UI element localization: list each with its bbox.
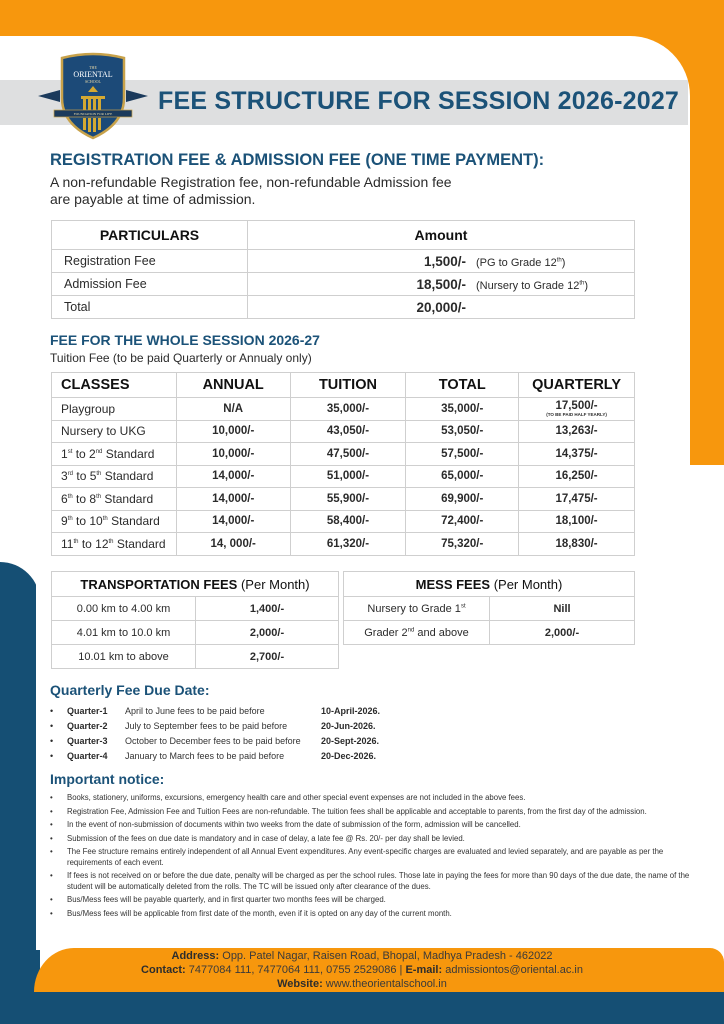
column-header-tuition: TUITION	[290, 373, 406, 398]
grade-sup: nd	[407, 626, 415, 633]
quarterly-note: (TO BE PAID HALF YEARLY)	[546, 412, 607, 418]
table-row-total	[52, 296, 635, 319]
particular-cell: Admission Fee	[52, 273, 248, 296]
table-header-row	[52, 572, 339, 597]
page-title: FEE STRUCTURE FOR SESSION 2026-2027	[158, 87, 680, 115]
navy-bottom-band	[0, 990, 724, 1024]
session-fee-subheading: Tuition Fee (to be paid Quarterly or Annualy only)	[50, 351, 312, 365]
email-link[interactable]: admissiontos@oriental.ac.in	[442, 964, 583, 976]
fee-cell: Nill	[490, 597, 635, 621]
list-item	[50, 719, 380, 734]
annual-cell: N/A	[176, 398, 290, 421]
fee-cell: 2,700/-	[196, 645, 339, 669]
class-from-sup: th	[67, 493, 73, 500]
address-label: Address:	[171, 950, 220, 962]
registration-heading: REGISTRATION FEE & ADMISSION FEE (ONE TIME PAYMENT):	[50, 151, 545, 169]
list-item: • Bus/Mess fees will be applicable from first date of the month, even if it is opted on any day of the current month.	[50, 909, 692, 920]
quarterly-cell: 17,475/-	[519, 488, 635, 511]
amount-value: 1,500/-	[423, 253, 466, 269]
table-row	[52, 250, 635, 273]
mess-fees-table	[343, 571, 635, 645]
amount-cell	[248, 250, 635, 273]
table-row	[52, 621, 339, 645]
mess-per-month: (Per Month)	[493, 576, 563, 592]
address-value: Opp. Patel Nagar, Raisen Road, Bhopal, Madhya Pradesh - 462022	[219, 950, 553, 962]
school-crest-logo-icon	[38, 52, 148, 140]
quarterly-cell: 14,375/-	[519, 443, 635, 466]
class-label: Playgroup	[61, 401, 116, 416]
svg-text:FOUNDATION FOR LIFE: FOUNDATION FOR LIFE	[73, 112, 113, 116]
list-item: • If fees is not received on or before the due date, penalty will be charged as per the school rules. Those late in paying the fees for more than 90 days of the due date, the name of the student will be automatically deleted from the rolls. The TC will be issued only after clearance of the dues.	[50, 871, 692, 892]
table-row	[52, 533, 635, 556]
class-from: 9	[61, 514, 68, 529]
grade-cell	[344, 597, 490, 621]
class-to: to 12	[78, 536, 109, 551]
class-from: 3	[61, 469, 68, 484]
quarter-name: Quarter-1	[67, 706, 108, 716]
class-cell	[52, 398, 177, 421]
note-end: )	[561, 256, 566, 269]
list-item	[50, 704, 380, 719]
total-cell: 72,400/-	[406, 510, 519, 533]
quarter-date: 20-Dec-2026.	[321, 751, 377, 761]
class-cell	[52, 420, 177, 443]
class-to-sup: th	[96, 493, 102, 500]
class-from-sup: th	[67, 516, 73, 523]
table-row	[52, 597, 339, 621]
class-to: to 10	[72, 514, 103, 529]
quarterly-due-list	[50, 704, 380, 764]
quarterly-due-heading: Quarterly Fee Due Date:	[50, 682, 210, 698]
email-label: E-mail:	[405, 964, 443, 976]
notice-list	[50, 793, 692, 922]
tuition-cell: 35,000/-	[290, 398, 406, 421]
column-header-quarterly: QUARTERLY	[519, 373, 635, 398]
total-cell: 53,050/-	[406, 420, 519, 443]
quarter-name: Quarter-4	[67, 751, 108, 761]
particular-cell: Registration Fee	[52, 250, 248, 273]
table-row	[52, 398, 635, 421]
quarterly-cell: 13,263/-	[519, 420, 635, 443]
mess-title	[344, 572, 635, 597]
list-item: • Bus/Mess fees will be payable quarterly, and in first quarter two months fees will be charged.	[50, 895, 692, 906]
quarter-name: Quarter-3	[67, 736, 108, 746]
annual-cell: 14,000/-	[176, 465, 290, 488]
grade-text: Grader 2	[364, 626, 408, 639]
total-cell: 35,000/-	[406, 398, 519, 421]
class-from: 1	[61, 446, 68, 461]
class-from-sup: th	[73, 538, 79, 545]
table-row	[52, 420, 635, 443]
mess-title-text: MESS FEES	[415, 576, 491, 592]
quarterly-cell: 18,100/-	[519, 510, 635, 533]
total-cell: 57,500/-	[406, 443, 519, 466]
column-header-classes: CLASSES	[52, 373, 177, 398]
distance-cell: 10.01 km to above	[52, 645, 196, 669]
table-row	[52, 510, 635, 533]
svg-text:ORIENTAL: ORIENTAL	[73, 70, 113, 79]
amount-value: 20,000/-	[416, 299, 466, 315]
table-header-row	[52, 373, 635, 398]
note-text: (PG to Grade 12	[476, 256, 557, 269]
table-row	[52, 465, 635, 488]
class-cell	[52, 443, 177, 466]
class-from: 11	[61, 536, 74, 551]
quarterly-cell	[519, 398, 635, 421]
fee-cell: 2,000/-	[490, 621, 635, 645]
amount-cell	[248, 296, 635, 319]
quarter-desc: January to March fees to be paid before	[125, 751, 285, 761]
class-from-sup: st	[67, 448, 73, 455]
table-row	[344, 597, 635, 621]
distance-cell: 0.00 km to 4.00 km	[52, 597, 196, 621]
class-to-sup: nd	[95, 448, 103, 455]
class-suffix: Standard	[113, 536, 166, 551]
session-fee-heading: FEE FOR THE WHOLE SESSION 2026-27	[50, 332, 320, 348]
class-from: 6	[61, 491, 68, 506]
svg-text:SCHOOL: SCHOOL	[84, 79, 102, 84]
column-header-amount: Amount	[248, 221, 635, 250]
class-to-sup: th	[102, 516, 108, 523]
class-to: to 2	[72, 446, 96, 461]
transport-title	[52, 572, 339, 597]
class-to-sup: th	[96, 471, 102, 478]
class-from-sup: rd	[67, 471, 74, 478]
quarter-desc: April to June fees to be paid before	[125, 706, 265, 716]
grade-cell	[344, 621, 490, 645]
note-sup: th	[579, 279, 585, 286]
annual-cell: 14,000/-	[176, 488, 290, 511]
annual-cell: 10,000/-	[176, 443, 290, 466]
transport-per-month: (Per Month)	[240, 576, 310, 592]
registration-description-line2: are payable at time of admission.	[50, 191, 256, 207]
notice-heading: Important notice:	[50, 771, 165, 787]
fee-cell: 2,000/-	[196, 621, 339, 645]
quarter-desc: July to September fees to be paid before	[125, 721, 288, 731]
list-item: • In the event of non-submission of documents within two weeks from the date of submission of the form, admission will be cancelled.	[50, 820, 692, 831]
class-cell	[52, 510, 177, 533]
tuition-cell: 55,900/-	[290, 488, 406, 511]
footer-address-line	[0, 949, 724, 963]
class-cell	[52, 533, 177, 556]
quarterly-cell: 16,250/-	[519, 465, 635, 488]
list-item: • The Fee structure remains entirely independent of all Annual Event expenditures. Any event-specific charges are evaluated and levied separately, and are payable as per the requirements of each event.	[50, 847, 692, 868]
class-suffix: Standard	[107, 514, 160, 529]
tuition-cell: 47,500/-	[290, 443, 406, 466]
table-row	[52, 273, 635, 296]
grade-text: Nursery to Grade 1	[367, 602, 461, 615]
table-header-row	[344, 572, 635, 597]
tuition-cell: 58,400/-	[290, 510, 406, 533]
transportation-fees-table	[51, 571, 339, 669]
table-header-row	[52, 221, 635, 250]
quarter-date: 20-Sept-2026.	[321, 736, 380, 746]
list-item: • Registration Fee, Admission Fee and Tuition Fees are non-refundable. The tuition fees shall be applicable and acceptable to parents, from the first day of the admission.	[50, 807, 692, 818]
contact-label: Contact:	[141, 964, 186, 976]
quarter-name: Quarter-2	[67, 721, 108, 731]
table-row	[52, 443, 635, 466]
table-row	[52, 645, 339, 669]
note-text: (Nursery to Grade 12	[476, 279, 580, 292]
list-item: • Submission of the fees on due date is mandatory and in case of delay, a late fee @ Rs. 20/- per day shall be levied.	[50, 834, 692, 845]
annual-cell: 14, 000/-	[176, 533, 290, 556]
list-item	[50, 749, 380, 764]
column-header-particulars: PARTICULARS	[52, 221, 248, 250]
grade-end: and above	[414, 626, 469, 639]
orange-top-band	[0, 0, 724, 36]
footer-contact-line	[0, 963, 724, 977]
annual-cell: 14,000/-	[176, 510, 290, 533]
class-cell	[52, 465, 177, 488]
website-label: Website:	[277, 978, 323, 990]
quarter-date: 10-April-2026.	[321, 706, 381, 716]
list-item	[50, 734, 380, 749]
footer-website-line	[0, 977, 724, 991]
amount-value: 18,500/-	[416, 276, 466, 292]
registration-fee-table	[51, 220, 635, 319]
footer-contact	[0, 949, 724, 991]
list-item: • Books, stationery, uniforms, excursions, emergency health care and other special event expenses are not included in the above fees.	[50, 793, 692, 804]
fee-cell: 1,400/-	[196, 597, 339, 621]
amount-note	[476, 280, 588, 292]
registration-description-line1: A non-refundable Registration fee, non-refundable Admission fee	[50, 174, 452, 190]
particular-cell: Total	[52, 296, 248, 319]
quarter-date: 20-Jun-2026.	[321, 721, 376, 731]
quarterly-cell: 18,830/-	[519, 533, 635, 556]
total-cell: 75,320/-	[406, 533, 519, 556]
quarter-desc: October to December fees to be paid before	[125, 736, 301, 746]
amount-cell	[248, 273, 635, 296]
quarterly-value: 17,500/-	[555, 400, 598, 413]
tuition-cell: 51,000/-	[290, 465, 406, 488]
total-cell: 69,900/-	[406, 488, 519, 511]
note-end: )	[584, 279, 589, 292]
tuition-cell: 43,050/-	[290, 420, 406, 443]
tuition-cell: 61,320/-	[290, 533, 406, 556]
annual-cell: 10,000/-	[176, 420, 290, 443]
transport-title-text: TRANSPORTATION FEES	[80, 576, 238, 592]
contact-value: 7477084 111, 7477064 111, 0755 2529086 |	[185, 964, 406, 976]
table-row	[52, 488, 635, 511]
note-sup: th	[556, 256, 562, 263]
class-to-sup: th	[108, 538, 114, 545]
amount-note	[476, 257, 565, 269]
column-header-annual: ANNUAL	[176, 373, 290, 398]
distance-cell: 4.01 km to 10.0 km	[52, 621, 196, 645]
session-fee-table	[51, 372, 635, 556]
class-cell	[52, 488, 177, 511]
class-suffix: Standard	[102, 446, 155, 461]
table-row	[344, 621, 635, 645]
grade-sup: st	[460, 602, 466, 609]
website-link[interactable]: www.theorientalschool.in	[322, 978, 447, 990]
class-to: to 5	[73, 469, 97, 484]
column-header-total: TOTAL	[406, 373, 519, 398]
class-to: to 8	[72, 491, 97, 506]
class-suffix: Standard	[101, 491, 154, 506]
class-suffix: Standard	[101, 469, 154, 484]
class-label: Nursery to UKG	[61, 424, 146, 439]
svg-text:THE: THE	[89, 65, 97, 70]
total-cell: 65,000/-	[406, 465, 519, 488]
